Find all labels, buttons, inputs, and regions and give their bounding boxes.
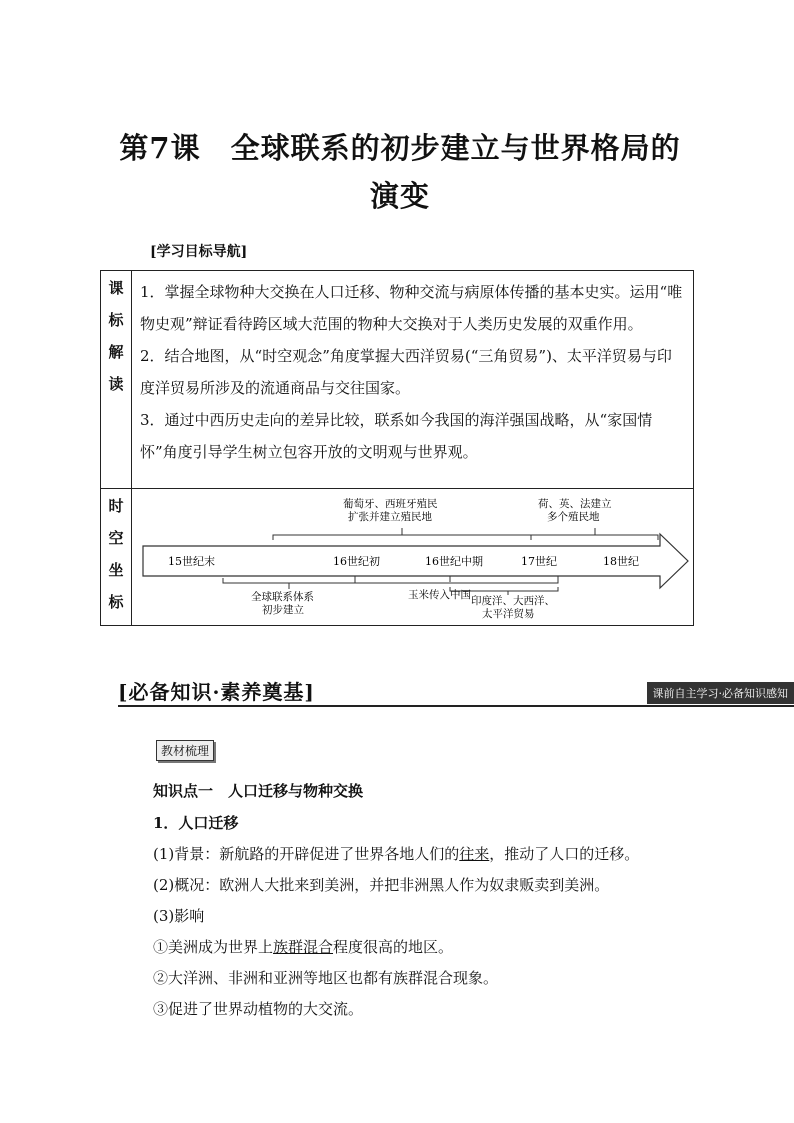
- text-span: ①美洲成为世界上: [153, 938, 274, 956]
- objectives-table: [100, 270, 694, 626]
- below-label: 全球联系体系: [251, 591, 314, 603]
- above-label: 荷、英、法建立: [538, 498, 612, 510]
- section-divider: [118, 705, 794, 707]
- brace-above: [273, 528, 531, 540]
- objective-item: 2．结合地图，从“时空观念”角度掌握大西洋贸易(“三角贸易”)、太平洋贸易与印度洋贸易所涉及的流通商品与交往国家。: [140, 347, 672, 397]
- tick-label: 17世纪: [521, 555, 557, 568]
- row2-header-char: 空: [108, 529, 124, 547]
- text-span: ，推动了人口的迁移。: [489, 845, 640, 863]
- lesson-title-line2: 演变: [369, 179, 430, 213]
- row1-content: [132, 271, 694, 489]
- brace-above: [531, 528, 658, 540]
- row1-header: [101, 271, 132, 489]
- row1-header-char: 读: [108, 375, 124, 393]
- tick-label: 15世纪末: [168, 555, 215, 568]
- row2-header-char: 时: [108, 497, 124, 515]
- below-label: 太平洋贸易: [482, 608, 535, 620]
- background-line: [153, 843, 639, 864]
- impact-item-2: ②大洋洲、非洲和亚洲等地区也都有族群混合现象。: [153, 969, 499, 987]
- text-span: 程度很高的地区。: [333, 938, 454, 956]
- row1-header-char: 解: [108, 343, 124, 361]
- above-label: 多个殖民地: [547, 511, 600, 523]
- timeline-cell: [132, 489, 694, 626]
- above-label: 扩张并建立殖民地: [348, 511, 432, 523]
- guide-label: [学习目标导航]: [150, 244, 248, 260]
- tick-label: 16世纪中期: [425, 555, 483, 568]
- objective-item: 3．通过中西历史走向的差异比较，联系如今我国的海洋强国战略，从“家国情怀”角度引导学生树立包容开放的文明观与世界观。: [140, 411, 653, 461]
- below-label: 印度洋、大西洋、: [471, 595, 555, 607]
- below-label: 初步建立: [262, 604, 304, 616]
- impact-title: (3)影响: [153, 907, 205, 925]
- timeline-diagram: [133, 490, 698, 624]
- underlined-term: 族群混合: [273, 938, 334, 956]
- subsection-title: 1．人口迁移: [153, 814, 239, 832]
- lesson-title-line1: 第7课 全球联系的初步建立与世界格局的: [119, 131, 681, 165]
- row2-header-char: 标: [108, 593, 124, 611]
- section-label: [必备知识·素养奠基]: [118, 680, 315, 704]
- overview-line: (2)概况：欧洲人大批来到美洲，并把非洲黑人作为奴隶贩卖到美洲。: [153, 876, 610, 894]
- tick-label: 18世纪: [603, 555, 639, 568]
- objective-item: 1．掌握全球物种大交换在人口迁移、物种交流与病原体传播的基本史实。运用“唯物史观”辩证看待跨区域大范围的物种大交换对于人类历史发展的双重作用。: [140, 283, 683, 333]
- impact-item-1: [153, 936, 453, 957]
- section-header: [118, 676, 794, 706]
- section-tag: 课前自主学习·必备知识感知: [647, 682, 794, 704]
- tick-label: 16世纪初: [333, 555, 380, 568]
- impact-item-3: ③促进了世界动植物的大交流。: [153, 1000, 364, 1018]
- row1-header-char: 标: [108, 311, 124, 329]
- brace-below: [223, 578, 355, 589]
- text-span: (1)背景：新航路的开辟促进了世界各地人们的: [153, 845, 460, 863]
- row2-header-char: 坐: [108, 561, 124, 579]
- below-label: 玉米传入中国: [408, 589, 471, 601]
- row2-header: [101, 489, 132, 626]
- brace-below: [355, 578, 558, 583]
- underlined-term: 往来: [459, 845, 490, 863]
- row1-header-char: 课: [108, 279, 124, 297]
- textbook-badge: 教材梳理: [156, 740, 214, 761]
- knowledge-point-title: 知识点一 人口迁移与物种交换: [153, 782, 364, 800]
- above-label: 葡萄牙、西班牙殖民: [343, 498, 438, 510]
